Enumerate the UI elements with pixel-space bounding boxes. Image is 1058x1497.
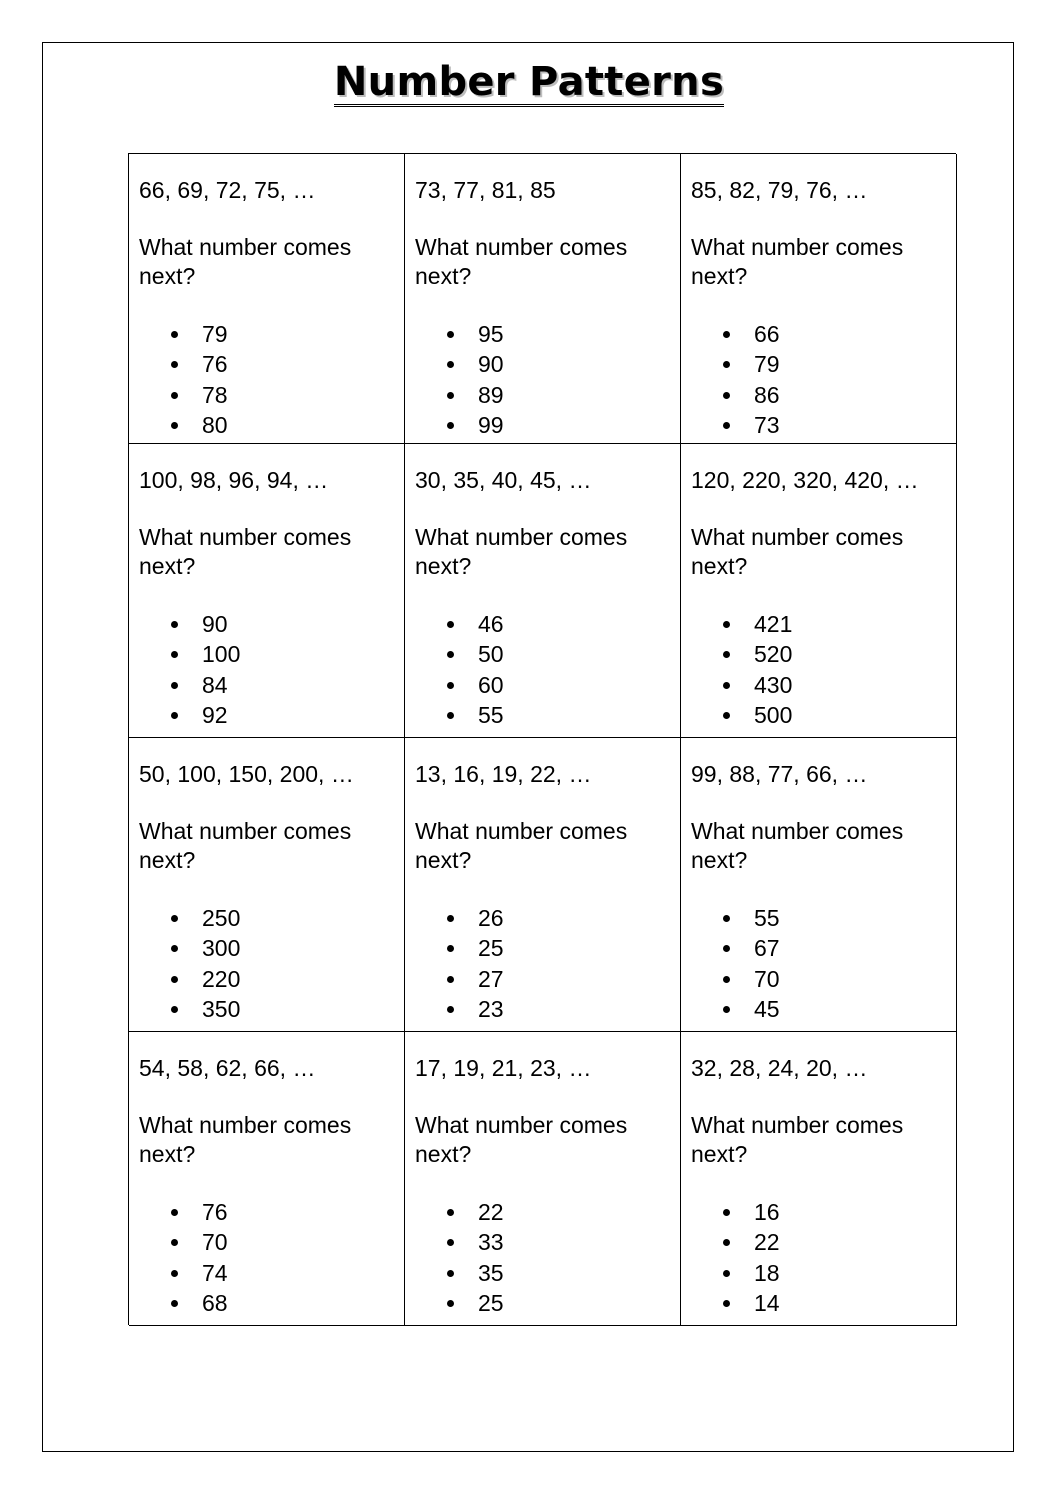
pattern-card (129, 738, 405, 1032)
sequence-text: 13, 16, 19, 22, … (415, 761, 592, 787)
answer-option[interactable]: 45 (720, 994, 946, 1024)
answer-option[interactable]: 55 (720, 903, 946, 933)
page-title (0, 59, 1058, 107)
answer-options (415, 319, 670, 440)
answer-option[interactable]: 26 (444, 903, 670, 933)
pattern-card (681, 154, 957, 444)
answer-option[interactable]: 99 (444, 410, 670, 440)
answer-option[interactable]: 60 (444, 670, 670, 700)
answer-options (691, 903, 946, 1024)
answer-option[interactable]: 70 (720, 964, 946, 994)
answer-options (415, 903, 670, 1024)
question-text: What number comes next? (139, 234, 352, 289)
answer-option[interactable]: 92 (168, 700, 394, 730)
answer-options (691, 1197, 946, 1318)
answer-options (139, 1197, 394, 1318)
answer-option[interactable]: 67 (720, 933, 946, 963)
sequence-text: 73, 77, 81, 85 (415, 177, 556, 203)
answer-option[interactable]: 23 (444, 994, 670, 1024)
answer-option[interactable]: 84 (168, 670, 394, 700)
sequence-text: 99, 88, 77, 66, … (691, 761, 868, 787)
answer-options (139, 319, 394, 440)
question-text: What number comes next? (139, 1112, 352, 1167)
question-text: What number comes next? (691, 1112, 904, 1167)
pattern-card (129, 1032, 405, 1326)
sequence-text: 32, 28, 24, 20, … (691, 1055, 868, 1081)
pattern-card (405, 444, 681, 738)
question-text: What number comes next? (139, 524, 352, 579)
answer-option[interactable]: 76 (168, 349, 394, 379)
answer-option[interactable]: 27 (444, 964, 670, 994)
answer-option[interactable]: 76 (168, 1197, 394, 1227)
answer-option[interactable]: 350 (168, 994, 394, 1024)
question-text: What number comes next? (415, 524, 628, 579)
question-text: What number comes next? (691, 818, 904, 873)
sequence-text: 17, 19, 21, 23, … (415, 1055, 592, 1081)
answer-option[interactable]: 95 (444, 319, 670, 349)
answer-option[interactable]: 25 (444, 933, 670, 963)
pattern-card (405, 1032, 681, 1326)
pattern-card (405, 154, 681, 444)
answer-option[interactable]: 68 (168, 1288, 394, 1318)
sequence-text: 54, 58, 62, 66, … (139, 1055, 316, 1081)
answer-option[interactable]: 16 (720, 1197, 946, 1227)
answer-options (691, 609, 946, 730)
question-text: What number comes next? (691, 234, 904, 289)
answer-option[interactable]: 90 (168, 609, 394, 639)
sequence-text: 50, 100, 150, 200, … (139, 761, 354, 787)
pattern-card (129, 444, 405, 738)
sequence-text: 120, 220, 320, 420, … (691, 467, 919, 493)
pattern-grid (128, 153, 956, 1325)
answer-option[interactable]: 300 (168, 933, 394, 963)
pattern-card (405, 738, 681, 1032)
answer-option[interactable]: 33 (444, 1227, 670, 1257)
answer-option[interactable]: 22 (444, 1197, 670, 1227)
answer-option[interactable]: 90 (444, 349, 670, 379)
answer-option[interactable]: 79 (168, 319, 394, 349)
answer-option[interactable]: 520 (720, 639, 946, 669)
sequence-text: 30, 35, 40, 45, … (415, 467, 592, 493)
answer-option[interactable]: 70 (168, 1227, 394, 1257)
answer-option[interactable]: 14 (720, 1288, 946, 1318)
question-text: What number comes next? (139, 818, 352, 873)
sequence-text: 100, 98, 96, 94, … (139, 467, 329, 493)
answer-options (691, 319, 946, 440)
answer-option[interactable]: 250 (168, 903, 394, 933)
answer-options (139, 903, 394, 1024)
answer-option[interactable]: 89 (444, 380, 670, 410)
question-text: What number comes next? (415, 818, 628, 873)
answer-option[interactable]: 73 (720, 410, 946, 440)
pattern-card (129, 154, 405, 444)
answer-options (415, 609, 670, 730)
pattern-card (681, 444, 957, 738)
question-text: What number comes next? (415, 234, 628, 289)
answer-option[interactable]: 220 (168, 964, 394, 994)
question-text: What number comes next? (691, 524, 904, 579)
answer-option[interactable]: 100 (168, 639, 394, 669)
answer-option[interactable]: 430 (720, 670, 946, 700)
answer-option[interactable]: 55 (444, 700, 670, 730)
answer-option[interactable]: 86 (720, 380, 946, 410)
answer-option[interactable]: 421 (720, 609, 946, 639)
sequence-text: 66, 69, 72, 75, … (139, 177, 316, 203)
answer-option[interactable]: 500 (720, 700, 946, 730)
page-title-text: Number Patterns (333, 59, 725, 105)
answer-options (139, 609, 394, 730)
pattern-card (681, 1032, 957, 1326)
answer-option[interactable]: 18 (720, 1258, 946, 1288)
question-text: What number comes next? (415, 1112, 628, 1167)
answer-option[interactable]: 46 (444, 609, 670, 639)
answer-option[interactable]: 22 (720, 1227, 946, 1257)
answer-option[interactable]: 78 (168, 380, 394, 410)
answer-option[interactable]: 74 (168, 1258, 394, 1288)
answer-option[interactable]: 25 (444, 1288, 670, 1318)
sequence-text: 85, 82, 79, 76, … (691, 177, 868, 203)
answer-option[interactable]: 50 (444, 639, 670, 669)
answer-options (415, 1197, 670, 1318)
answer-option[interactable]: 35 (444, 1258, 670, 1288)
answer-option[interactable]: 79 (720, 349, 946, 379)
answer-option[interactable]: 66 (720, 319, 946, 349)
pattern-card (681, 738, 957, 1032)
answer-option[interactable]: 80 (168, 410, 394, 440)
